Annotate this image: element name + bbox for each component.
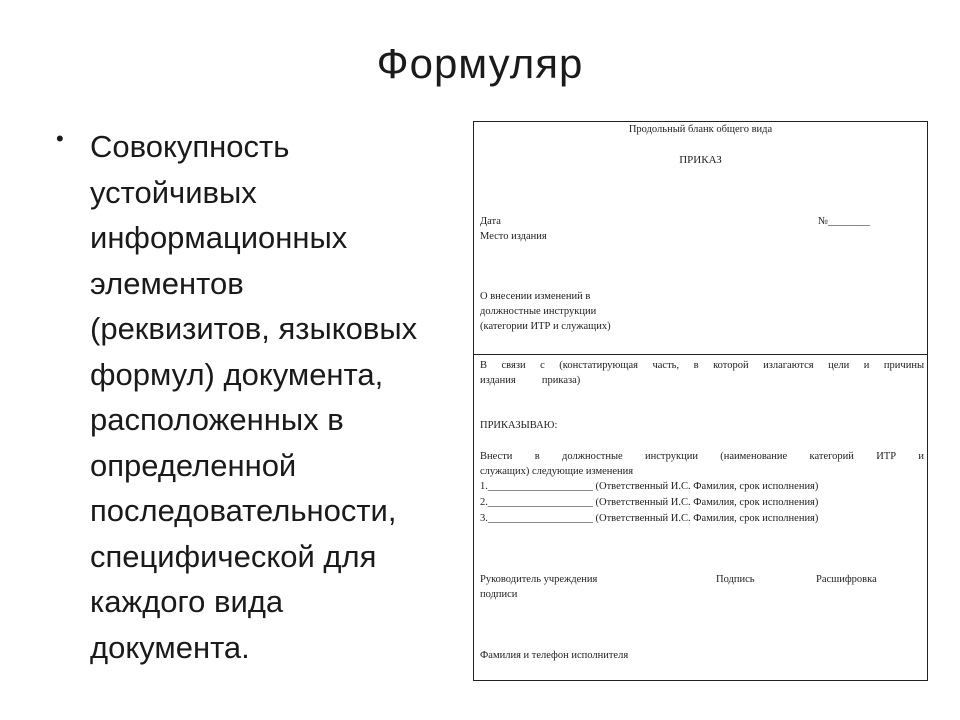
form-doc-type: ПРИКАЗ: [679, 154, 722, 166]
form-signature-sub: подписи: [480, 589, 518, 600]
form-subject-line-3: (категории ИТР и служащих): [480, 321, 611, 332]
form-number-label: №________: [818, 216, 871, 227]
form-head-label: Руководитель учреждения: [480, 574, 598, 585]
bullet-list: [56, 124, 466, 670]
slide-title: Формуляр: [376, 40, 584, 87]
form-preamble-line-1: В связи с (констатирующая часть, в которой излагаются цели и причины: [480, 360, 924, 371]
form-signature-label: Подпись: [716, 574, 755, 585]
order-form-image: [473, 121, 928, 681]
form-item-2: 2.____________________ (Ответственный И.С. Фамилия, срок исполнения): [480, 497, 819, 508]
form-order-word: ПРИКАЗЫВАЮ:: [480, 420, 558, 431]
form-subject-line-1: О внесении изменений в: [480, 291, 591, 302]
form-item-1: 1.____________________ (Ответственный И.С. Фамилия, срок исполнения): [480, 481, 819, 492]
form-place-label: Место издания: [480, 231, 547, 242]
form-divider: [474, 354, 927, 355]
form-decoding-label: Расшифровка: [816, 574, 877, 585]
form-preamble-line-2: издания приказа): [480, 375, 581, 386]
bullet-dot-icon: •: [56, 126, 64, 151]
form-header: Продольный бланк общего вида: [628, 124, 773, 135]
form-instruction-line-2: служащих) следующие изменения: [480, 466, 634, 477]
form-item-3: 3.____________________ (Ответственный И.С. Фамилия, срок исполнения): [480, 513, 819, 524]
form-subject-line-2: должностные инструкции: [480, 306, 597, 317]
form-instruction-line-1: Внести в должностные инструкции (наименование категорий ИТР и: [480, 451, 924, 462]
form-date-label: Дата: [480, 216, 501, 227]
bullet-text: Совокупность устойчивых информационных элементов (реквизитов, языковых формул) документа, расположенных в определенной последовательности, специфической для каждого вида документа.: [90, 129, 418, 665]
form-executor: Фамилия и телефон исполнителя: [480, 650, 629, 661]
